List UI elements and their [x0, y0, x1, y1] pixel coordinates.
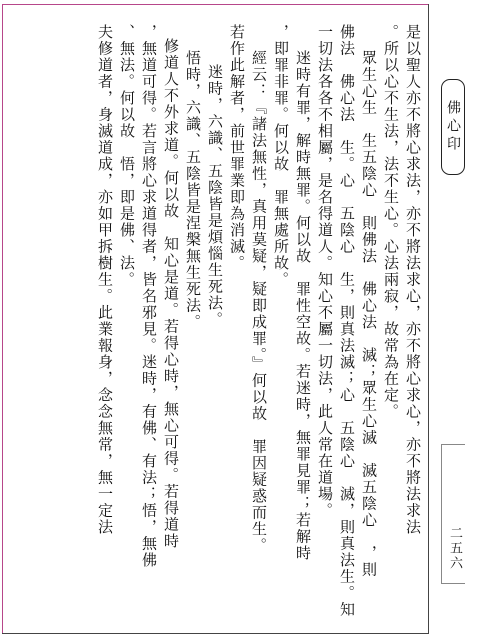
- page-border-bottom: [2, 633, 428, 634]
- text-column-14: 、無法。何以故 悟，即是佛、法。: [118, 24, 136, 288]
- running-title: 佛心印: [441, 79, 465, 175]
- page-border-right: [428, 4, 429, 634]
- text-column-15: 夫修道者，身滅道成，亦如甲拆樹生。此業報身，念念無常，無一定法: [96, 24, 114, 536]
- text-column-3: 眾生心生 生五陰心 則佛法 佛心法 滅；眾生心滅 滅五陰心 ，則: [360, 50, 378, 578]
- text-column-2: 。所以心不生法，法不生心。心法兩寂，故常為在定。: [382, 24, 400, 420]
- text-column-7: ，即罪非罪。何以故 罪無處所故。: [272, 24, 290, 288]
- text-column-13: ，無道可得。若言將心求道得者，皆名邪見。迷時，有佛、有法；悟，無佛: [140, 24, 158, 569]
- text-column-1: 是以聖人亦不將心求法，亦不將法求心，亦不將心求心，亦不將法求法: [404, 24, 422, 536]
- text-column-11: 悟時，六識、五陰皆是涅槃無生死法。: [184, 50, 202, 331]
- text-column-12: 修道人不外求道。何以故 知心是道。若得心時，無心可得。若得道時: [162, 38, 180, 550]
- page-border-top: [2, 4, 428, 5]
- text-column-9: 若作此解者，前世罪業即為消滅。: [228, 24, 246, 272]
- page-number: 二五六: [441, 444, 465, 584]
- page-border-left: [2, 4, 3, 634]
- text-column-6: 迷時有罪，解時無罪。何以故 罪性空故。若迷時，無罪見罪；若解時: [294, 50, 312, 562]
- text-column-5: 一切法各各不相屬，是名得道人。知心不屬一切法，此人常在道場。: [316, 24, 334, 519]
- text-column-10: 迷時，六識、五陰皆是煩惱生死法。: [206, 64, 224, 328]
- vertical-text-body: [6, 24, 424, 626]
- text-column-4: 佛法 佛心法 生。心 五陰心 生，則真法滅；心 五陰心 滅，則真法生。知: [338, 24, 356, 618]
- text-column-8: 經云：『諸法無性，真用莫疑，疑即成罪。』何以故 罪因疑惑而生。: [250, 50, 268, 554]
